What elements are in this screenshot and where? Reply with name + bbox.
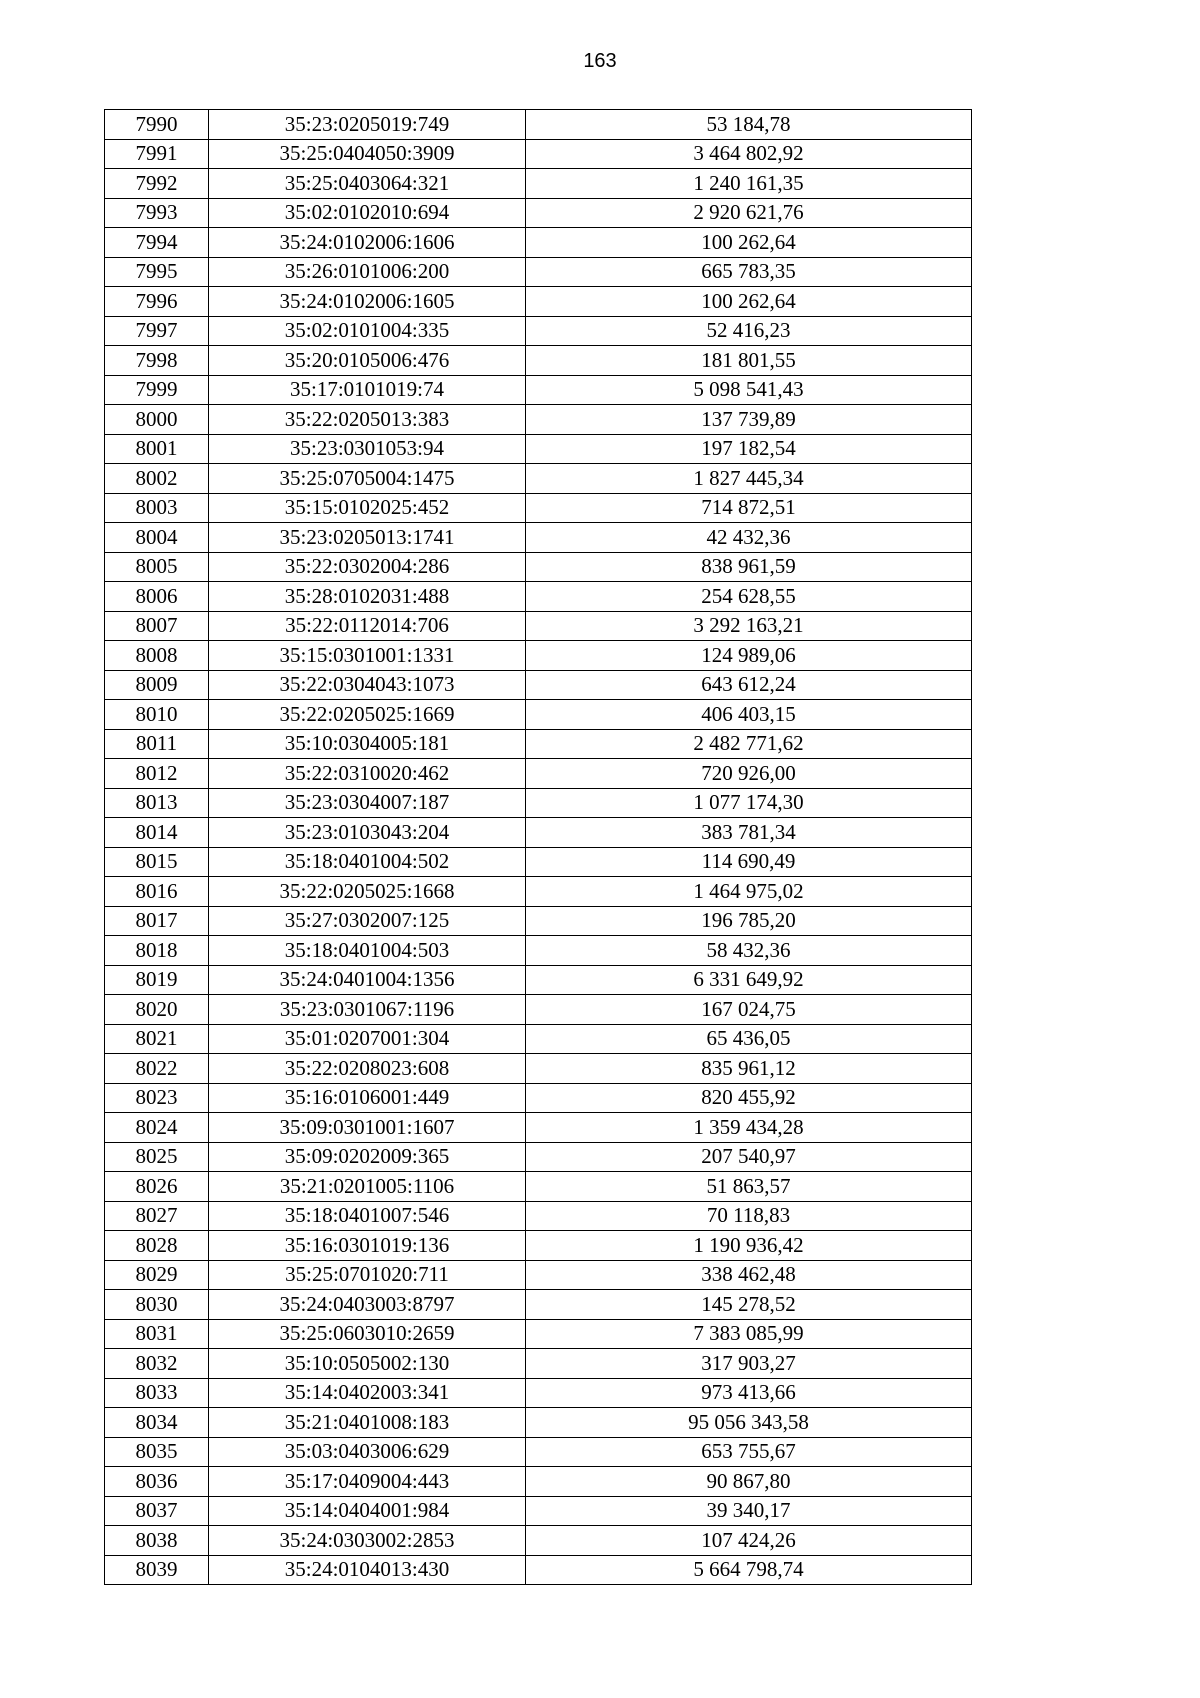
cadastral-value-cell: 665 783,35 <box>526 257 972 287</box>
cadastral-number-cell: 35:10:0505002:130 <box>209 1349 526 1379</box>
cadastral-number-cell: 35:23:0301053:94 <box>209 434 526 464</box>
cadastral-value-table <box>104 109 972 1585</box>
row-number-cell: 7995 <box>105 257 209 287</box>
row-number-cell: 8024 <box>105 1113 209 1143</box>
cadastral-number-cell: 35:25:0403064:321 <box>209 169 526 199</box>
cadastral-value-cell: 181 801,55 <box>526 346 972 376</box>
row-number-cell: 7996 <box>105 287 209 317</box>
row-number-cell: 8030 <box>105 1290 209 1320</box>
row-number-cell: 8012 <box>105 759 209 789</box>
row-number-cell: 8016 <box>105 877 209 907</box>
cadastral-value-cell: 53 184,78 <box>526 110 972 140</box>
cadastral-value-cell: 42 432,36 <box>526 523 972 553</box>
cadastral-value-cell: 2 920 621,76 <box>526 198 972 228</box>
row-number-cell: 8019 <box>105 965 209 995</box>
row-number-cell: 8011 <box>105 729 209 759</box>
row-number-cell: 8014 <box>105 818 209 848</box>
cadastral-value-cell: 3 292 163,21 <box>526 611 972 641</box>
table-row <box>105 611 972 641</box>
row-number-cell: 7990 <box>105 110 209 140</box>
cadastral-number-cell: 35:15:0301001:1331 <box>209 641 526 671</box>
table-row <box>105 906 972 936</box>
row-number-cell: 8003 <box>105 493 209 523</box>
table-row <box>105 139 972 169</box>
table-row <box>105 1408 972 1438</box>
cadastral-number-cell: 35:17:0409004:443 <box>209 1467 526 1497</box>
row-number-cell: 7993 <box>105 198 209 228</box>
cadastral-number-cell: 35:18:0401007:546 <box>209 1201 526 1231</box>
cadastral-number-cell: 35:23:0301067:1196 <box>209 995 526 1025</box>
cadastral-value-cell: 100 262,64 <box>526 287 972 317</box>
cadastral-number-cell: 35:22:0205013:383 <box>209 405 526 435</box>
row-number-cell: 8009 <box>105 670 209 700</box>
row-number-cell: 8026 <box>105 1172 209 1202</box>
row-number-cell: 7998 <box>105 346 209 376</box>
table-row <box>105 1142 972 1172</box>
table-row <box>105 1319 972 1349</box>
table-body <box>105 110 972 1585</box>
row-number-cell: 8025 <box>105 1142 209 1172</box>
cadastral-number-cell: 35:14:0402003:341 <box>209 1378 526 1408</box>
cadastral-number-cell: 35:21:0401008:183 <box>209 1408 526 1438</box>
cadastral-number-cell: 35:09:0301001:1607 <box>209 1113 526 1143</box>
row-number-cell: 7997 <box>105 316 209 346</box>
row-number-cell: 8033 <box>105 1378 209 1408</box>
cadastral-number-cell: 35:22:0310020:462 <box>209 759 526 789</box>
cadastral-value-cell: 820 455,92 <box>526 1083 972 1113</box>
cadastral-value-cell: 145 278,52 <box>526 1290 972 1320</box>
table-row <box>105 198 972 228</box>
page-number: 163 <box>583 50 617 72</box>
cadastral-value-cell: 254 628,55 <box>526 582 972 612</box>
row-number-cell: 8015 <box>105 847 209 877</box>
cadastral-number-cell: 35:24:0102006:1606 <box>209 228 526 258</box>
cadastral-value-cell: 406 403,15 <box>526 700 972 730</box>
cadastral-number-cell: 35:27:0302007:125 <box>209 906 526 936</box>
table-row <box>105 346 972 376</box>
cadastral-number-cell: 35:15:0102025:452 <box>209 493 526 523</box>
cadastral-value-cell: 3 464 802,92 <box>526 139 972 169</box>
row-number-cell: 8013 <box>105 788 209 818</box>
cadastral-value-cell: 107 424,26 <box>526 1526 972 1556</box>
table-row <box>105 1054 972 1084</box>
cadastral-number-cell: 35:25:0603010:2659 <box>209 1319 526 1349</box>
cadastral-value-cell: 1 359 434,28 <box>526 1113 972 1143</box>
cadastral-value-cell: 51 863,57 <box>526 1172 972 1202</box>
cadastral-number-cell: 35:10:0304005:181 <box>209 729 526 759</box>
row-number-cell: 8029 <box>105 1260 209 1290</box>
cadastral-value-cell: 1 827 445,34 <box>526 464 972 494</box>
table-row <box>105 670 972 700</box>
row-number-cell: 8002 <box>105 464 209 494</box>
table-row <box>105 1555 972 1585</box>
cadastral-number-cell: 35:01:0207001:304 <box>209 1024 526 1054</box>
cadastral-number-cell: 35:16:0106001:449 <box>209 1083 526 1113</box>
cadastral-value-cell: 124 989,06 <box>526 641 972 671</box>
cadastral-number-cell: 35:16:0301019:136 <box>209 1231 526 1261</box>
cadastral-number-cell: 35:25:0701020:711 <box>209 1260 526 1290</box>
table-row <box>105 759 972 789</box>
table-row <box>105 1113 972 1143</box>
row-number-cell: 8034 <box>105 1408 209 1438</box>
cadastral-value-cell: 653 755,67 <box>526 1437 972 1467</box>
row-number-cell: 8007 <box>105 611 209 641</box>
table-row <box>105 818 972 848</box>
cadastral-value-cell: 207 540,97 <box>526 1142 972 1172</box>
cadastral-number-cell: 35:23:0205019:749 <box>209 110 526 140</box>
cadastral-value-cell: 39 340,17 <box>526 1496 972 1526</box>
row-number-cell: 8017 <box>105 906 209 936</box>
cadastral-number-cell: 35:24:0104013:430 <box>209 1555 526 1585</box>
cadastral-number-cell: 35:21:0201005:1106 <box>209 1172 526 1202</box>
cadastral-value-cell: 1 190 936,42 <box>526 1231 972 1261</box>
cadastral-value-cell: 2 482 771,62 <box>526 729 972 759</box>
table-row <box>105 1378 972 1408</box>
cadastral-number-cell: 35:03:0403006:629 <box>209 1437 526 1467</box>
row-number-cell: 7992 <box>105 169 209 199</box>
table-row <box>105 316 972 346</box>
table-row <box>105 700 972 730</box>
row-number-cell: 7994 <box>105 228 209 258</box>
row-number-cell: 8032 <box>105 1349 209 1379</box>
table-row <box>105 287 972 317</box>
cadastral-value-cell: 196 785,20 <box>526 906 972 936</box>
row-number-cell: 8038 <box>105 1526 209 1556</box>
cadastral-number-cell: 35:02:0102010:694 <box>209 198 526 228</box>
cadastral-number-cell: 35:24:0102006:1605 <box>209 287 526 317</box>
row-number-cell: 8028 <box>105 1231 209 1261</box>
cadastral-value-cell: 7 383 085,99 <box>526 1319 972 1349</box>
table-row <box>105 1201 972 1231</box>
cadastral-number-cell: 35:26:0101006:200 <box>209 257 526 287</box>
table-row <box>105 965 972 995</box>
table-row <box>105 375 972 405</box>
table-row <box>105 995 972 1025</box>
table-row <box>105 1349 972 1379</box>
row-number-cell: 8006 <box>105 582 209 612</box>
row-number-cell: 8005 <box>105 552 209 582</box>
cadastral-value-cell: 5 098 541,43 <box>526 375 972 405</box>
cadastral-value-cell: 65 436,05 <box>526 1024 972 1054</box>
cadastral-number-cell: 35:24:0303002:2853 <box>209 1526 526 1556</box>
row-number-cell: 8022 <box>105 1054 209 1084</box>
cadastral-value-cell: 838 961,59 <box>526 552 972 582</box>
table-row <box>105 847 972 877</box>
cadastral-value-cell: 6 331 649,92 <box>526 965 972 995</box>
table-row <box>105 1172 972 1202</box>
table-row <box>105 523 972 553</box>
cadastral-value-cell: 52 416,23 <box>526 316 972 346</box>
cadastral-value-cell: 1 077 174,30 <box>526 788 972 818</box>
row-number-cell: 8027 <box>105 1201 209 1231</box>
table-row <box>105 1024 972 1054</box>
row-number-cell: 8037 <box>105 1496 209 1526</box>
cadastral-number-cell: 35:22:0205025:1668 <box>209 877 526 907</box>
cadastral-value-cell: 114 690,49 <box>526 847 972 877</box>
row-number-cell: 8036 <box>105 1467 209 1497</box>
cadastral-value-cell: 1 464 975,02 <box>526 877 972 907</box>
table-row <box>105 1496 972 1526</box>
row-number-cell: 8008 <box>105 641 209 671</box>
cadastral-number-cell: 35:22:0302004:286 <box>209 552 526 582</box>
cadastral-number-cell: 35:28:0102031:488 <box>209 582 526 612</box>
row-number-cell: 8001 <box>105 434 209 464</box>
cadastral-value-cell: 100 262,64 <box>526 228 972 258</box>
row-number-cell: 8023 <box>105 1083 209 1113</box>
table-row <box>105 1231 972 1261</box>
table-row <box>105 936 972 966</box>
row-number-cell: 8039 <box>105 1555 209 1585</box>
cadastral-number-cell: 35:23:0103043:204 <box>209 818 526 848</box>
cadastral-value-cell: 720 926,00 <box>526 759 972 789</box>
cadastral-number-cell: 35:18:0401004:503 <box>209 936 526 966</box>
cadastral-number-cell: 35:22:0304043:1073 <box>209 670 526 700</box>
table-row <box>105 169 972 199</box>
table-row <box>105 228 972 258</box>
cadastral-number-cell: 35:09:0202009:365 <box>209 1142 526 1172</box>
row-number-cell: 8000 <box>105 405 209 435</box>
row-number-cell: 8018 <box>105 936 209 966</box>
table-row <box>105 1290 972 1320</box>
cadastral-value-cell: 197 182,54 <box>526 434 972 464</box>
cadastral-value-cell: 835 961,12 <box>526 1054 972 1084</box>
row-number-cell: 7991 <box>105 139 209 169</box>
row-number-cell: 8031 <box>105 1319 209 1349</box>
table-row <box>105 877 972 907</box>
cadastral-value-cell: 90 867,80 <box>526 1467 972 1497</box>
table-row <box>105 1526 972 1556</box>
table-row <box>105 434 972 464</box>
cadastral-value-cell: 317 903,27 <box>526 1349 972 1379</box>
table-row <box>105 110 972 140</box>
row-number-cell: 8035 <box>105 1437 209 1467</box>
table-row <box>105 1260 972 1290</box>
cadastral-value-cell: 643 612,24 <box>526 670 972 700</box>
cadastral-value-cell: 137 739,89 <box>526 405 972 435</box>
cadastral-number-cell: 35:23:0205013:1741 <box>209 523 526 553</box>
cadastral-number-cell: 35:24:0403003:8797 <box>209 1290 526 1320</box>
table-row <box>105 582 972 612</box>
cadastral-number-cell: 35:18:0401004:502 <box>209 847 526 877</box>
table-row <box>105 493 972 523</box>
cadastral-number-cell: 35:25:0404050:3909 <box>209 139 526 169</box>
cadastral-value-cell: 1 240 161,35 <box>526 169 972 199</box>
cadastral-number-cell: 35:22:0112014:706 <box>209 611 526 641</box>
cadastral-value-cell: 973 413,66 <box>526 1378 972 1408</box>
cadastral-value-cell: 714 872,51 <box>526 493 972 523</box>
table-row <box>105 1467 972 1497</box>
cadastral-number-cell: 35:23:0304007:187 <box>209 788 526 818</box>
table-row <box>105 405 972 435</box>
cadastral-number-cell: 35:22:0208023:608 <box>209 1054 526 1084</box>
cadastral-number-cell: 35:25:0705004:1475 <box>209 464 526 494</box>
table-row <box>105 1437 972 1467</box>
row-number-cell: 8010 <box>105 700 209 730</box>
table-row <box>105 552 972 582</box>
cadastral-number-cell: 35:20:0105006:476 <box>209 346 526 376</box>
table-row <box>105 464 972 494</box>
row-number-cell: 8021 <box>105 1024 209 1054</box>
cadastral-number-cell: 35:17:0101019:74 <box>209 375 526 405</box>
row-number-cell: 7999 <box>105 375 209 405</box>
table-row <box>105 257 972 287</box>
cadastral-value-cell: 95 056 343,58 <box>526 1408 972 1438</box>
table-row <box>105 788 972 818</box>
table-row <box>105 641 972 671</box>
cadastral-value-cell: 167 024,75 <box>526 995 972 1025</box>
cadastral-number-cell: 35:24:0401004:1356 <box>209 965 526 995</box>
cadastral-value-cell: 70 118,83 <box>526 1201 972 1231</box>
cadastral-value-cell: 338 462,48 <box>526 1260 972 1290</box>
row-number-cell: 8020 <box>105 995 209 1025</box>
table-row <box>105 729 972 759</box>
cadastral-value-cell: 383 781,34 <box>526 818 972 848</box>
row-number-cell: 8004 <box>105 523 209 553</box>
table-row <box>105 1083 972 1113</box>
cadastral-value-cell: 5 664 798,74 <box>526 1555 972 1585</box>
cadastral-number-cell: 35:14:0404001:984 <box>209 1496 526 1526</box>
cadastral-value-cell: 58 432,36 <box>526 936 972 966</box>
cadastral-number-cell: 35:02:0101004:335 <box>209 316 526 346</box>
cadastral-number-cell: 35:22:0205025:1669 <box>209 700 526 730</box>
